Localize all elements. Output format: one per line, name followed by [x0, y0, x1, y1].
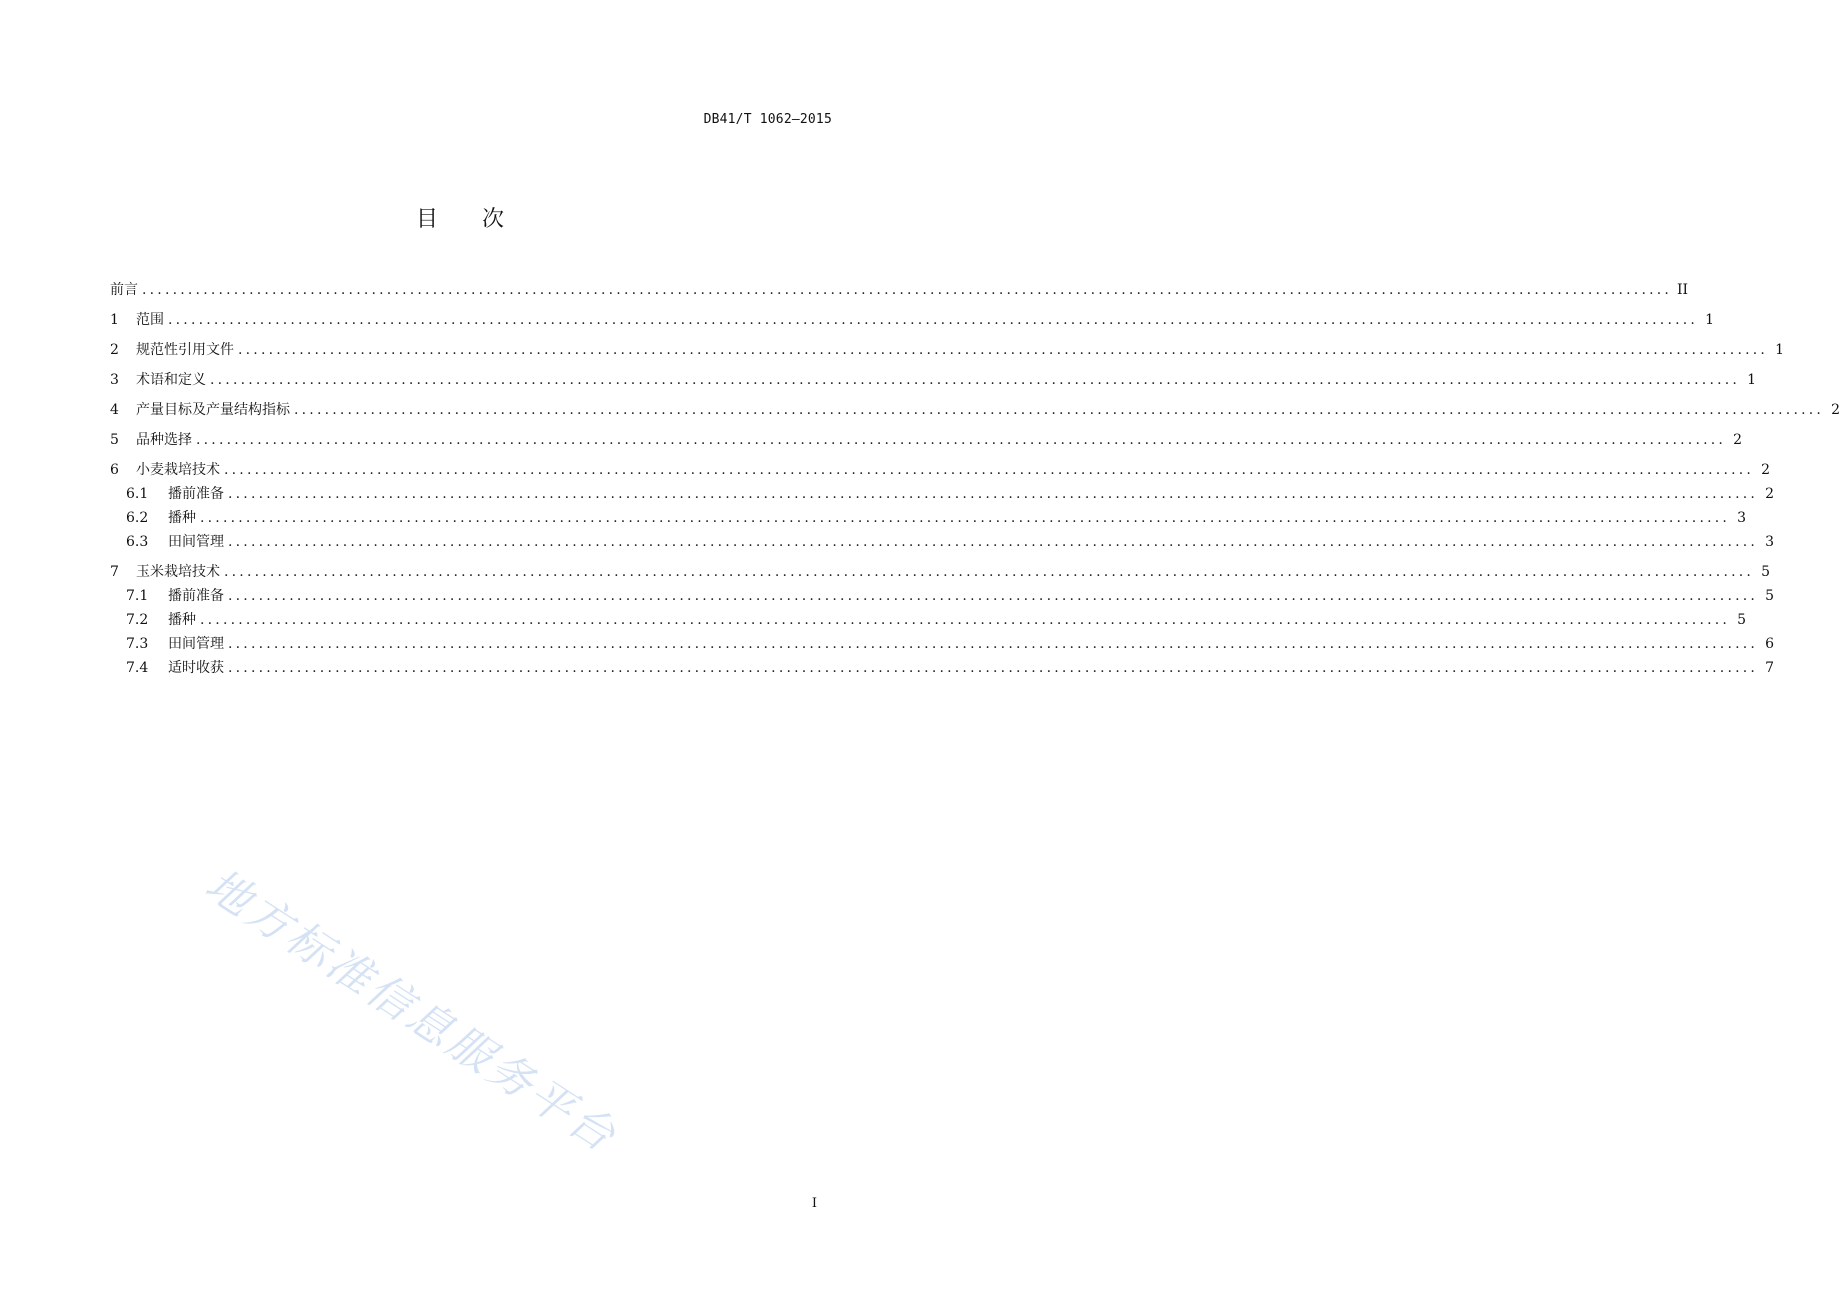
toc-entry-label: 小麦栽培技术 [136, 462, 220, 478]
toc-leader: ........................................................................................................................................................................................................ [200, 510, 1731, 526]
toc-leader: ........................................................................................................................................................................................................ [196, 432, 1727, 448]
toc-entry-page: 6 [1765, 636, 1775, 652]
toc-entry-7-1[interactable] [110, 584, 1775, 608]
toc-entry-number: 6.2 [126, 510, 149, 526]
toc-entry-page: 5 [1761, 564, 1771, 580]
toc-title-left: 目 [415, 207, 438, 232]
toc-entry-6-1[interactable] [110, 482, 1775, 506]
toc-entry-label: 田间管理 [168, 636, 224, 652]
toc-entry-number: 1 [110, 312, 119, 328]
toc-entry-number: 2 [110, 342, 119, 358]
toc-leader: ........................................................................................................................................................................................................ [200, 612, 1731, 628]
toc-entry-4[interactable] [110, 398, 1840, 422]
toc-leader: ........................................................................................................................................................................................................ [228, 636, 1759, 652]
toc-entry-foreword[interactable] [110, 278, 1689, 302]
watermark: 地方标准信息服务平台 [196, 859, 627, 1164]
toc-entry-page: 3 [1737, 510, 1747, 526]
toc-entry-2[interactable] [110, 338, 1785, 362]
toc-leader: ........................................................................................................................................................................................................ [142, 282, 1673, 298]
toc-entry-5[interactable] [110, 428, 1743, 452]
toc-entry-label: 播前准备 [168, 588, 224, 604]
toc-entry-number: 7.2 [126, 612, 149, 628]
toc-entry-label: 规范性引用文件 [136, 342, 234, 358]
toc-leader: ........................................................................................................................................................................................................ [228, 486, 1759, 502]
toc-entry-label: 播前准备 [168, 486, 224, 502]
toc-leader: ........................................................................................................................................................................................................ [238, 342, 1769, 358]
toc-entry-6[interactable] [110, 458, 1771, 482]
toc-entry-page: 2 [1765, 486, 1775, 502]
toc-entry-page: II [1676, 282, 1689, 298]
toc-leader: ........................................................................................................................................................................................................ [294, 402, 1825, 418]
toc-leader: ........................................................................................................................................................................................................ [228, 534, 1759, 550]
toc-entry-page: 1 [1775, 342, 1785, 358]
toc-entry-7-4[interactable] [110, 656, 1775, 680]
table-of-contents [110, 278, 1840, 680]
toc-entry-page: 2 [1733, 432, 1743, 448]
toc-entry-label: 玉米栽培技术 [136, 564, 220, 580]
toc-entry-7[interactable] [110, 560, 1771, 584]
toc-entry-number: 7.3 [126, 636, 149, 652]
toc-entry-page: 1 [1747, 372, 1757, 388]
toc-entry-number: 5 [110, 432, 119, 448]
toc-entry-label: 术语和定义 [136, 372, 206, 388]
toc-title-right: 次 [482, 207, 505, 232]
toc-entry-page: 5 [1737, 612, 1747, 628]
toc-entry-6-2[interactable] [110, 506, 1747, 530]
toc-entry-page: 1 [1705, 312, 1715, 328]
toc-entry-number: 7.4 [126, 660, 149, 676]
toc-entry-page: 7 [1765, 660, 1775, 676]
toc-entry-7-3[interactable] [110, 632, 1775, 656]
toc-entry-label: 田间管理 [168, 534, 224, 550]
toc-leader: ........................................................................................................................................................................................................ [224, 564, 1755, 580]
toc-entry-label: 播种 [168, 510, 196, 526]
toc-entry-label: 产量目标及产量结构指标 [136, 402, 290, 418]
toc-entry-number: 4 [110, 402, 119, 418]
toc-leader: ........................................................................................................................................................................................................ [224, 462, 1755, 478]
toc-entry-label: 适时收获 [168, 660, 224, 676]
toc-leader: ........................................................................................................................................................................................................ [210, 372, 1741, 388]
toc-entry-7-2[interactable] [110, 608, 1747, 632]
toc-entry-1[interactable] [110, 308, 1715, 332]
toc-entry-page: 5 [1765, 588, 1775, 604]
toc-leader: ........................................................................................................................................................................................................ [168, 312, 1699, 328]
toc-entry-label: 前言 [110, 282, 138, 298]
toc-entry-page: 3 [1765, 534, 1775, 550]
toc-entry-label: 范围 [136, 312, 164, 328]
toc-entry-number: 6 [110, 462, 119, 478]
toc-title [0, 202, 920, 233]
document-code: DB41/T 1062—2015 [703, 112, 832, 127]
toc-entry-3[interactable] [110, 368, 1757, 392]
page-number: I [811, 1196, 817, 1211]
toc-entry-number: 6.3 [126, 534, 149, 550]
toc-entry-page: 2 [1831, 402, 1840, 418]
toc-entry-label: 播种 [168, 612, 196, 628]
toc-entry-number: 7.1 [126, 588, 149, 604]
toc-entry-number: 3 [110, 372, 119, 388]
toc-leader: ........................................................................................................................................................................................................ [228, 660, 1759, 676]
toc-entry-number: 7 [110, 564, 119, 580]
toc-leader: ........................................................................................................................................................................................................ [228, 588, 1759, 604]
toc-entry-page: 2 [1761, 462, 1771, 478]
toc-entry-label: 品种选择 [136, 432, 192, 448]
toc-entry-number: 6.1 [126, 486, 149, 502]
toc-entry-6-3[interactable] [110, 530, 1775, 554]
